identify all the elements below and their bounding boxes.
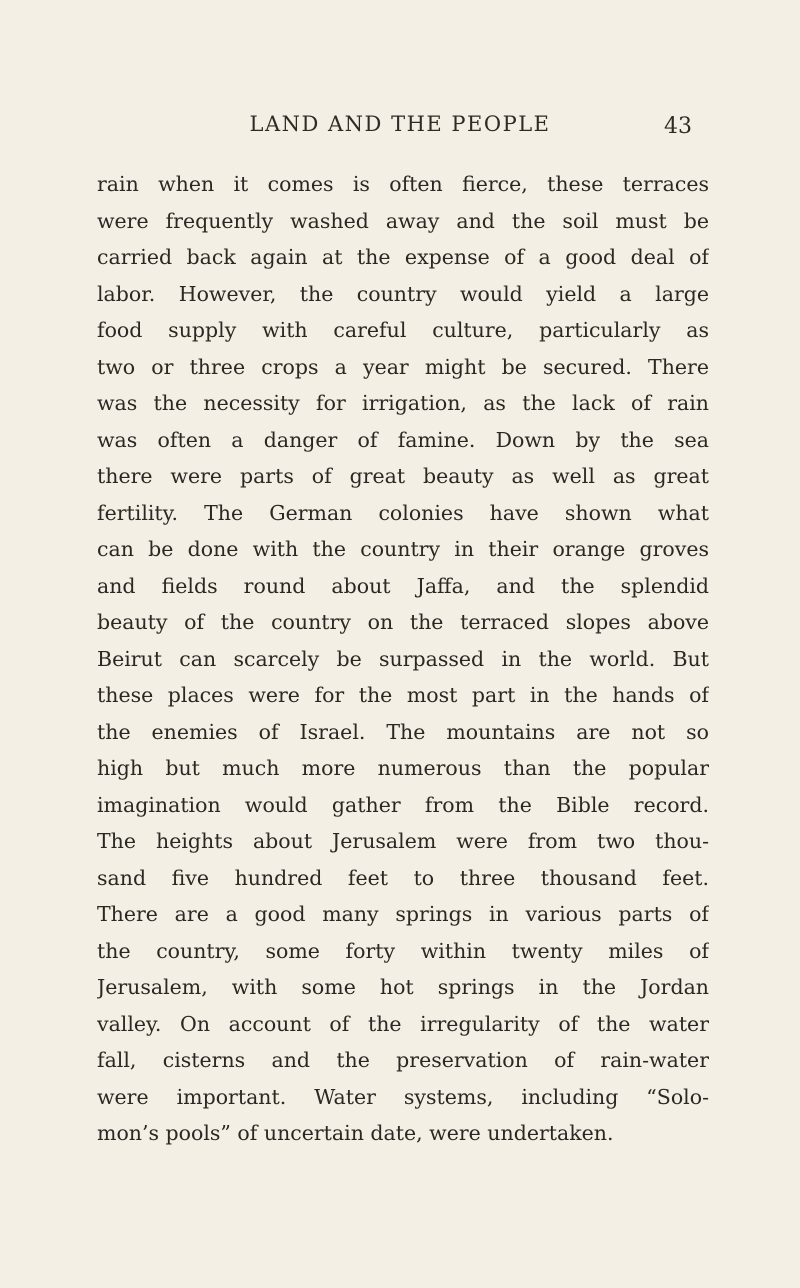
text-line: was the necessity for irrigation, as the lack of rain [97, 391, 709, 415]
text-line: The heights about Jerusalem were from two thou- [97, 829, 709, 853]
text-line: the country, some forty within twenty miles of [97, 938, 709, 963]
text-line: there were parts of great beauty as well as great [97, 464, 709, 488]
text-line: beauty of the country on the terraced slopes above [97, 610, 709, 634]
text-line: Jerusalem, with some hot springs in the Jordan [97, 975, 709, 999]
text-line: valley. On account of the irregularity of the water [97, 1011, 709, 1036]
page-number: 43 [664, 114, 692, 139]
text-line: was often a danger of famine. Down by the sea [97, 427, 709, 452]
text-line: sand five hundred feet to three thousand feet. [97, 865, 709, 890]
text-line: high but much more numerous than the popular [97, 756, 709, 780]
body-paragraph [97, 166, 709, 1152]
text-line: mon’s pools” of uncertain date, were undertaken. [97, 1121, 614, 1145]
text-line: fall, cisterns and the preservation of rain-water [97, 1048, 709, 1072]
text-line: imagination would gather from the Bible record. [97, 792, 709, 817]
text-line: these places were for the most part in the hands of [97, 683, 709, 707]
running-title: LAND AND THE PEOPLE [249, 112, 551, 136]
text-line: Beirut can scarcely be surpassed in the world. But [97, 646, 709, 671]
text-line: can be done with the country in their orange groves [97, 537, 709, 561]
text-line: two or three crops a year might be secured. There [97, 354, 709, 379]
text-line: fertility. The German colonies have shown what [97, 500, 709, 525]
text-line: and fields round about Jaffa, and the splendid [97, 573, 709, 598]
text-line: carried back again at the expense of a good deal of [97, 245, 709, 269]
text-line: were frequently washed away and the soil must be [97, 208, 709, 233]
text-line: food supply with careful culture, particularly as [97, 318, 709, 342]
text-line: the enemies of Israel. The mountains are not so [97, 719, 709, 744]
text-line: were important. Water systems, including “Solo- [97, 1084, 709, 1109]
text-line: rain when it comes is often fierce, these terraces [97, 172, 709, 196]
text-line: There are a good many springs in various parts of [97, 902, 709, 926]
text-line: labor. However, the country would yield a large [97, 281, 709, 306]
